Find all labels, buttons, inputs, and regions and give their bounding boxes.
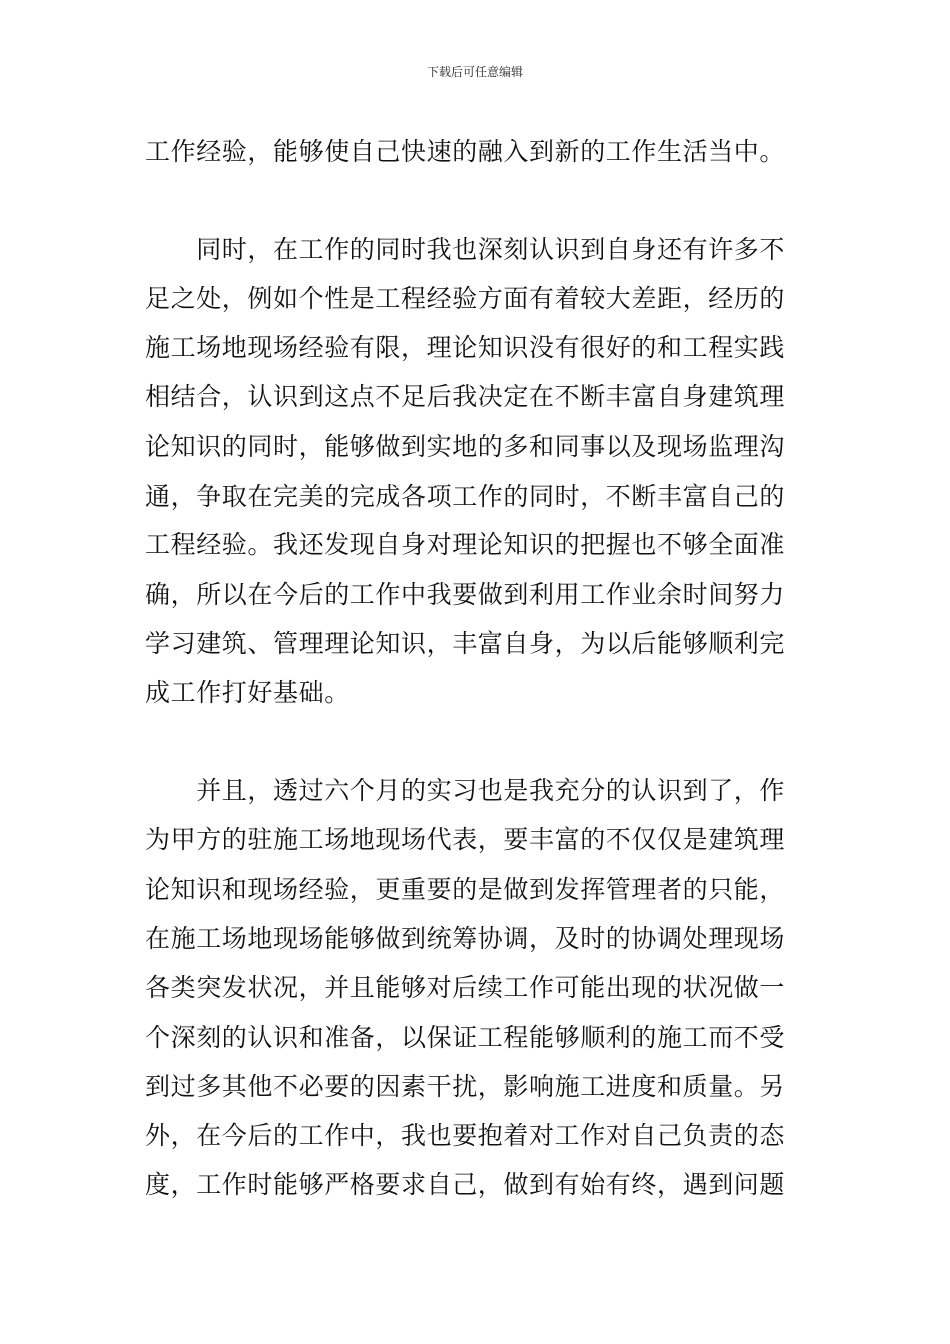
paragraph-line: 到过多其他不必要的因素干扰，影响施工进度和质量。另 [145, 1072, 786, 1101]
paragraph-line: 个深刻的认识和准备，以保证工程能够顺利的施工而不受 [145, 1023, 786, 1052]
paragraph-line: 为甲方的驻施工场地现场代表，要丰富的不仅仅是建筑理 [145, 825, 786, 854]
paragraph-line: 度，工作时能够严格要求自己，做到有始有终，遇到问题 [145, 1170, 786, 1199]
paragraph-line: 确，所以在今后的工作中我要做到利用工作业余时间努力 [145, 580, 786, 609]
paragraph-line: 在施工场地现场能够做到统筹协调，及时的协调处理现场 [145, 924, 786, 953]
paragraph-line: 各类突发状况，并且能够对后续工作可能出现的状况做一 [145, 973, 786, 1002]
paragraph-line: 论知识和现场经验，更重要的是做到发挥管理者的只能， [145, 875, 786, 904]
paragraph-line: 学习建筑、管理理论知识，丰富自身，为以后能够顺利完 [145, 629, 786, 658]
paragraph-line: 施工场地现场经验有限，理论知识没有很好的和工程实践 [145, 333, 786, 362]
paragraph-line: 足之处，例如个性是工程经验方面有着较大差距，经历的 [145, 284, 786, 313]
paragraph-line: 论知识的同时，能够做到实地的多和同事以及现场监理沟 [145, 432, 786, 461]
paragraph-line: 通，争取在完美的完成各项工作的同时，不断丰富自己的 [145, 482, 786, 511]
paragraph-line: 相结合，认识到这点不足后我决定在不断丰富自身建筑理 [145, 382, 786, 411]
page-header: 下载后可任意编辑 [426, 65, 523, 79]
paragraph-line: 工作经验，能够使自己快速的融入到新的工作生活当中。 [145, 137, 786, 166]
paragraph-line: 外，在今后的工作中，我也要抱着对工作对自己负责的态 [145, 1121, 786, 1150]
paragraph-line: 并且，透过六个月的实习也是我充分的认识到了，作 [145, 776, 786, 805]
paragraph-line: 工程经验。我还发现自身对理论知识的把握也不够全面准 [145, 530, 786, 559]
paragraph-line: 同时，在工作的同时我也深刻认识到自身还有许多不 [145, 235, 786, 264]
paragraph-line: 成工作打好基础。 [145, 678, 350, 707]
